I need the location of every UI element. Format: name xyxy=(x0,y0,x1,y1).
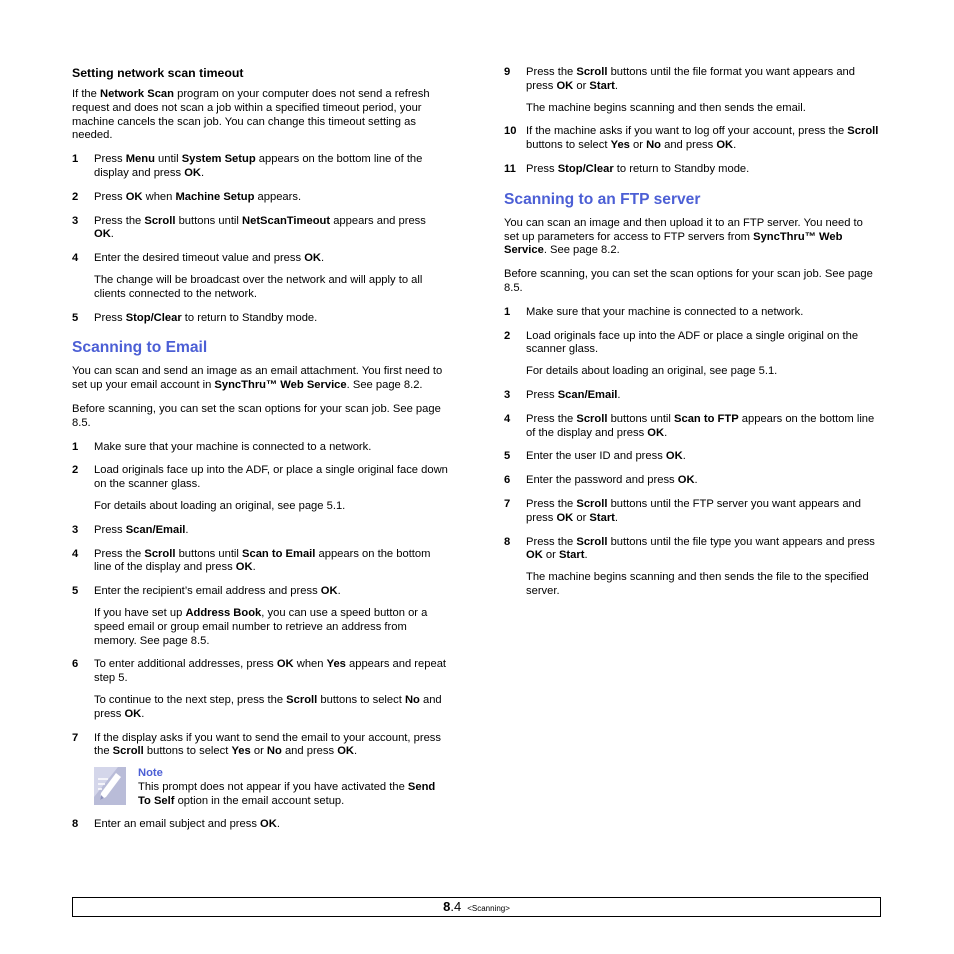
bold-term: OK xyxy=(556,79,574,92)
step-number: 11 xyxy=(504,162,516,175)
bold-term: Stop/Clear xyxy=(125,311,182,324)
bold-term: OK xyxy=(260,818,277,831)
note-title: Note xyxy=(138,767,163,780)
email-intro-1: You can scan and send an image as an email attachment. You first need to set up your email account in SyncThru™ Web Service. See page 8.2. xyxy=(72,365,443,392)
bold-term: OK xyxy=(124,707,142,720)
note-text: This prompt does not appear if you have activated the Send To Self option in the email account setup. xyxy=(138,780,436,807)
step-number: 2 xyxy=(72,190,79,203)
step-item xyxy=(72,252,448,266)
bold-term: Yes xyxy=(231,745,251,758)
bold-term: Scan to FTP xyxy=(674,412,739,425)
step-text: Load originals face up into the ADF, or place a single original face down on the scanner glass. xyxy=(94,464,448,491)
bold-term: Scroll xyxy=(576,497,608,510)
bold-term: OK xyxy=(337,745,354,758)
step-detail: The machine begins scanning and then sends the email. xyxy=(526,101,806,114)
timeout-intro: If the Network Scan program on your computer does not send a refresh request and does not scan a job within a specified timeout period, your machine cancels the scan job. You can change this timeout setting as needed. xyxy=(72,88,430,142)
step-detail: The machine begins scanning and then sends the file to the specified server. xyxy=(526,571,869,597)
bold-term: OK xyxy=(94,228,111,241)
step-number: 7 xyxy=(504,497,511,510)
bold-term: Address Book xyxy=(185,606,262,619)
bold-term: Yes xyxy=(610,139,630,152)
bold-term: OK xyxy=(125,190,143,203)
bold-term: NetScanTimeout xyxy=(242,214,331,227)
step-number: 10 xyxy=(504,125,517,138)
bold-term: Scroll xyxy=(144,214,176,227)
bold-term: OK xyxy=(556,511,574,524)
bold-term: Menu xyxy=(125,153,155,166)
step-item xyxy=(72,585,448,599)
step-item xyxy=(72,191,448,205)
step-item xyxy=(504,306,880,320)
step-item xyxy=(72,548,448,576)
step-text: Press the Scroll buttons until Scan to FTP appears on the bottom line of the display and press OK. xyxy=(526,412,875,439)
step-number: 6 xyxy=(504,474,511,487)
bold-term: Scroll xyxy=(847,125,879,138)
page-number-minor: .4 xyxy=(450,899,462,914)
step-text: Press Scan/Email. xyxy=(94,523,189,536)
step-number: 6 xyxy=(72,658,79,671)
bold-term: OK xyxy=(526,549,543,562)
bold-term: System Setup xyxy=(181,153,256,166)
step-item xyxy=(72,732,448,760)
step-text: Press OK when Machine Setup appears. xyxy=(94,190,302,203)
email-intro-2: Before scanning, you can set the scan options for your scan job. See page 8.5. xyxy=(72,402,441,429)
step-item xyxy=(504,536,880,564)
bold-term: Scroll xyxy=(112,745,144,758)
bold-term: Scroll xyxy=(576,412,608,425)
bold-term: Scroll xyxy=(576,66,608,78)
step-item xyxy=(504,498,880,526)
note-box xyxy=(94,767,448,808)
step-number: 5 xyxy=(504,450,511,463)
right-column xyxy=(504,66,880,609)
bold-term: SyncThru™ Web Service xyxy=(214,379,347,392)
step-number: 5 xyxy=(72,585,79,598)
timeout-heading: Setting network scan timeout xyxy=(72,66,244,80)
bold-term: SyncThru™ Web Service xyxy=(504,230,843,257)
step-text: If the machine asks if you want to log off your account, press the Scroll buttons to select Yes or No and press OK. xyxy=(526,125,879,152)
email-continued-steps xyxy=(504,66,880,177)
step-text: To enter additional addresses, press OK when Yes appears and repeat step 5. xyxy=(94,658,447,685)
bold-term: Yes xyxy=(326,658,346,671)
step-text: Enter an email subject and press OK. xyxy=(94,818,280,831)
step-number: 4 xyxy=(504,412,511,425)
bold-term: OK xyxy=(665,450,683,463)
page-number xyxy=(443,899,461,914)
step-text: Press the Scroll buttons until the file format you want appears and press OK or Start. xyxy=(526,66,855,92)
email-last-step xyxy=(72,818,448,832)
step-text: Make sure that your machine is connected to a network. xyxy=(526,305,804,318)
step-text: Enter the password and press OK. xyxy=(526,474,698,487)
step-item xyxy=(72,153,448,181)
step-number: 3 xyxy=(72,523,79,536)
bold-term: No xyxy=(266,745,282,758)
step-number: 1 xyxy=(72,153,79,166)
page-number-major: 8 xyxy=(443,899,451,914)
bold-term: Scroll xyxy=(144,547,176,560)
bold-term: Machine Setup xyxy=(175,190,255,203)
step-text: Press Scan/Email. xyxy=(526,388,621,401)
ftp-intro-1: You can scan an image and then upload it to an FTP server. You need to set up parameters for access to FTP servers from SyncThru™ Web Service. See page 8.2. xyxy=(504,216,863,257)
step-detail: For details about loading an original, see page 5.1. xyxy=(94,499,346,512)
step-text: Enter the desired timeout value and press OK. xyxy=(94,252,325,265)
step-item xyxy=(504,450,880,464)
step-text: Press Stop/Clear to return to Standby mode. xyxy=(94,311,318,324)
step-detail: To continue to the next step, press the Scroll buttons to select No and press OK. xyxy=(94,693,442,720)
bold-term: Start xyxy=(558,549,585,562)
step-text: Enter the recipient’s email address and press OK. xyxy=(94,585,341,598)
bold-term: Scan/Email xyxy=(557,388,618,401)
step-item xyxy=(72,312,448,326)
step-detail: For details about loading an original, see page 5.1. xyxy=(526,365,778,378)
bold-term: No xyxy=(646,139,661,152)
bold-term: OK xyxy=(235,561,253,574)
bold-term: Stop/Clear xyxy=(557,162,614,175)
step-text: Press the Scroll buttons until Scan to Email appears on the bottom line of the display and press OK. xyxy=(94,547,431,574)
step-number: 1 xyxy=(72,440,79,453)
bold-term: Scroll xyxy=(286,693,318,706)
bold-term: Network Scan xyxy=(100,88,174,100)
ftp-section-heading: Scanning to an FTP server xyxy=(504,190,701,208)
step-item xyxy=(504,389,880,403)
step-text: Press Menu until System Setup appears on the bottom line of the display and press OK. xyxy=(94,153,423,179)
bold-term: OK xyxy=(716,139,734,152)
step-item xyxy=(72,441,448,455)
step-item xyxy=(72,524,448,538)
step-number: 8 xyxy=(72,818,79,831)
step-item xyxy=(72,818,448,832)
step-number: 9 xyxy=(504,66,511,78)
step-item xyxy=(72,215,448,243)
bold-term: Start xyxy=(589,511,615,524)
step-detail: The change will be broadcast over the network and will apply to all clients connected to the network. xyxy=(94,273,423,300)
bold-term: OK xyxy=(184,166,201,179)
left-column xyxy=(72,66,448,842)
timeout-steps xyxy=(72,153,448,325)
step-number: 1 xyxy=(504,305,511,318)
step-number: 3 xyxy=(504,388,511,401)
step-number: 2 xyxy=(504,329,511,342)
chapter-label: <Scanning> xyxy=(467,904,510,913)
step-number: 8 xyxy=(504,535,511,548)
step-item xyxy=(504,330,880,358)
step-number: 7 xyxy=(72,731,79,744)
step-item xyxy=(504,413,880,441)
email-section-heading: Scanning to Email xyxy=(72,339,208,357)
step-text: Press the Scroll buttons until the FTP server you want appears and press OK or Start. xyxy=(526,497,861,524)
bold-term: Send To Self xyxy=(138,780,436,807)
step-item xyxy=(504,163,880,177)
page-footer xyxy=(72,897,881,917)
email-steps xyxy=(72,441,448,760)
bold-term: OK xyxy=(647,426,665,439)
step-text: Enter the user ID and press OK. xyxy=(526,450,686,463)
bold-term: Scan to Email xyxy=(242,547,316,560)
bold-term: Start xyxy=(589,79,615,92)
ftp-steps xyxy=(504,306,880,599)
step-text: Press the Scroll buttons until NetScanTimeout appears and press OK. xyxy=(94,214,426,241)
step-text: Load originals face up into the ADF or place a single original on the scanner glass. xyxy=(526,329,859,356)
bold-term: No xyxy=(404,693,420,706)
bold-term: Scroll xyxy=(576,535,608,548)
bold-term: OK xyxy=(320,585,338,598)
bold-term: Scan/Email xyxy=(125,523,186,536)
step-number: 3 xyxy=(72,214,79,227)
bold-term: OK xyxy=(276,658,294,671)
step-item xyxy=(504,66,880,94)
step-number: 2 xyxy=(72,464,79,477)
step-number: 5 xyxy=(72,311,79,324)
note-pencil-icon xyxy=(94,767,126,805)
step-number: 4 xyxy=(72,252,79,265)
step-text: Make sure that your machine is connected to a network. xyxy=(94,440,372,453)
step-number: 4 xyxy=(72,547,79,560)
step-text: If the display asks if you want to send the email to your account, press the Scroll buttons to select Yes or No and press OK. xyxy=(94,731,441,758)
step-text: Press the Scroll buttons until the file type you want appears and press OK or Start. xyxy=(526,535,875,562)
bold-term: OK xyxy=(304,252,321,265)
ftp-intro-2: Before scanning, you can set the scan options for your scan job. See page 8.5. xyxy=(504,268,873,294)
bold-term: OK xyxy=(677,474,695,487)
step-item xyxy=(504,125,880,153)
step-item xyxy=(72,464,448,492)
step-item xyxy=(504,474,880,488)
note-body xyxy=(138,767,448,808)
step-item xyxy=(72,658,448,686)
step-text: Press Stop/Clear to return to Standby mode. xyxy=(526,162,750,175)
step-detail: If you have set up Address Book, you can use a speed button or a speed email or group email number to retrieve an address from memory. See page 8.5. xyxy=(94,606,428,647)
